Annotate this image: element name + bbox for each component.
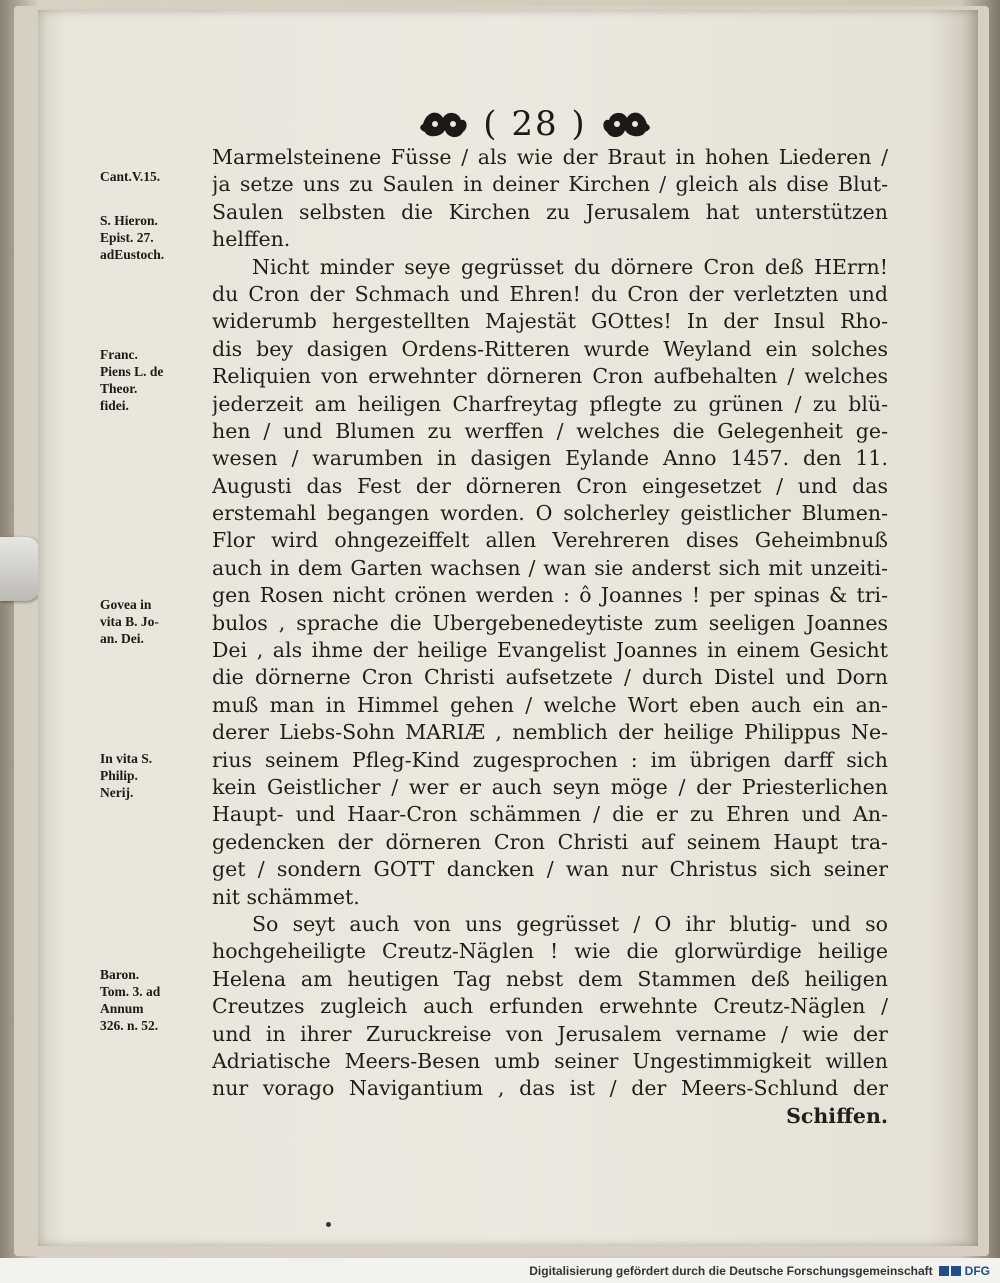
margin-note-line: S. Hieron. xyxy=(100,213,158,228)
text-line: rius seinem Pfleg-Kind zugesprochen : im übrigen darff sich xyxy=(212,747,888,772)
margin-note-line: vita B. Jo- xyxy=(100,614,159,629)
right-ornament-icon xyxy=(599,106,651,142)
margin-note-line: Philip. xyxy=(100,768,138,783)
text-line: hen / und Blumen zu werffen / welches die Gelegenheit ge- xyxy=(212,418,888,443)
text-line: Saulen selbsten die Kirchen zu Jerusalem hat unterstützen xyxy=(212,199,888,224)
text-line: derer Liebs-Sohn MARIÆ , nemblich der heilige Philippus Ne- xyxy=(212,720,888,745)
text-line: get / sondern GOTT dancken / wan nur Christus sich seiner xyxy=(212,857,888,882)
margin-note xyxy=(100,966,212,1034)
text-line: helffen. xyxy=(212,227,291,252)
text-line: bulos , sprache die Ubergebenedeytiste zum seeligen Joannes xyxy=(212,610,888,635)
margin-note-line: Franc. xyxy=(100,347,138,362)
margin-note-line: Cant.V.15. xyxy=(100,169,161,184)
margin-note xyxy=(100,168,212,185)
text-line: Haupt- und Haar-Cron schämmen / die er zu Ehren und An- xyxy=(212,802,888,827)
footer-credit: Digitalisierung gefördert durch die Deutsche Forschungsgemeinschaft xyxy=(529,1263,933,1278)
margin-note xyxy=(100,346,212,414)
text-line: wesen / warumben in dasigen Eylande Anno 1457. den 11. xyxy=(212,446,888,471)
text-line: ja setze uns zu Saulen in deiner Kirchen / gleich als dise Blut- xyxy=(212,172,888,197)
text-line: du Cron der Schmach und Ehren! du Cron der verletzten und xyxy=(212,281,888,306)
text-line: Helena am heutigen Tag nebst dem Stammen deß heiligen xyxy=(212,966,888,991)
margin-note-line: Tom. 3. ad xyxy=(100,984,161,999)
text-line: Dei , als ihme der heilige Evangelist Joannes in einem Gesicht xyxy=(212,638,888,663)
text-line: auch in dem Garten wachsen / wan sie anderst sich mit unzeiti- xyxy=(212,555,888,580)
margin-note-line: Annum xyxy=(100,1001,144,1016)
margin-note xyxy=(100,212,212,263)
text-line: nit schämmet. xyxy=(212,884,360,909)
text-line: Creutzes zugleich auch erfunden erwehnte Creutz-Näglen / xyxy=(212,994,888,1019)
text-line: und in ihrer Zuruckreise von Jerusalem vername / wie der xyxy=(212,1021,888,1046)
margin-note-line: an. Dei. xyxy=(100,631,144,646)
margin-note-line: Nerij. xyxy=(100,785,134,800)
text-line: Augusti das Fest der dörneren Cron eingesetzet / und das xyxy=(212,473,888,498)
text-line: muß man in Himmel gehen / welche Wort eben auch ein an- xyxy=(212,692,888,717)
text-line: Adriatische Meers-Besen umb seiner Ungestimmigkeit willen xyxy=(212,1048,888,1073)
margin-note-line: In vita S. xyxy=(100,751,153,766)
page-mark xyxy=(326,1222,331,1227)
page-header xyxy=(395,100,675,148)
margin-note xyxy=(100,596,212,647)
margin-note-line: Theor. xyxy=(100,381,138,396)
text-line: widerumb hergestellten Majestät GOttes! In der Insul Rho- xyxy=(212,309,888,334)
text-line: Nicht minder seye gegrüsset du dörnere Cron deß HErrn! xyxy=(252,254,888,279)
text-line: gen Rosen nicht crönen werden : ô Joannes ! per spinas & tri- xyxy=(212,583,888,608)
digitization-footer xyxy=(0,1258,1000,1283)
margin-note-line: Baron. xyxy=(100,967,140,982)
margin-note-line: Govea in xyxy=(100,597,152,612)
dfg-logo-text: DFG xyxy=(964,1263,990,1278)
page-number: ( 28 ) xyxy=(483,104,587,144)
text-line: jederzeit am heiligen Charfreytag pflegte zu grünen / zu blü- xyxy=(212,391,888,416)
text-line: gedencken der dörneren Cron Christi auf seinem Haupt tra- xyxy=(212,829,888,854)
text-line: Reliquien von erwehnter dörneren Cron aufbehalten / welches xyxy=(212,364,888,389)
margin-note-line: 326. n. 52. xyxy=(100,1018,159,1033)
text-line: erstemahl begangen worden. O solcherley geistlicher Blumen- xyxy=(212,501,888,526)
dfg-logo-icon xyxy=(939,1264,990,1278)
margin-note-line: Epist. 27. xyxy=(100,230,154,245)
text-line: Marmelsteinene Füsse / als wie der Braut in hohen Liederen / xyxy=(212,145,888,169)
catchword: Schiffen. xyxy=(786,1103,888,1128)
margin-note-line: adEustoch. xyxy=(100,247,165,262)
text-line: dis bey dasigen Ordens-Ritteren wurde Weyland ein solches xyxy=(212,336,888,361)
margin-note-line: fidei. xyxy=(100,398,129,413)
page-clip xyxy=(0,537,40,601)
margin-note xyxy=(100,750,212,801)
text-line: nur vorago Navigantium , das ist / der Meers-Schlund der xyxy=(212,1076,888,1101)
left-ornament-icon xyxy=(419,106,471,142)
text-line: die dörnerne Cron Christi aufsetzete / durch Distel und Dorn xyxy=(212,665,888,690)
text-line: hochgeheiligte Creutz-Näglen ! wie die glorwürdige heilige xyxy=(212,939,888,964)
text-line: kein Geistlicher / wer er auch seyn möge / der Priesterlichen xyxy=(212,774,888,799)
margin-note-line: Piens L. de xyxy=(100,364,164,379)
body-text xyxy=(212,144,888,1130)
text-line: Flor wird ohngezeiffelt allen Verehreren dises Geheimbnuß xyxy=(212,528,888,553)
text-line: So seyt auch von uns gegrüsset / O ihr blutig- und so xyxy=(252,911,888,936)
